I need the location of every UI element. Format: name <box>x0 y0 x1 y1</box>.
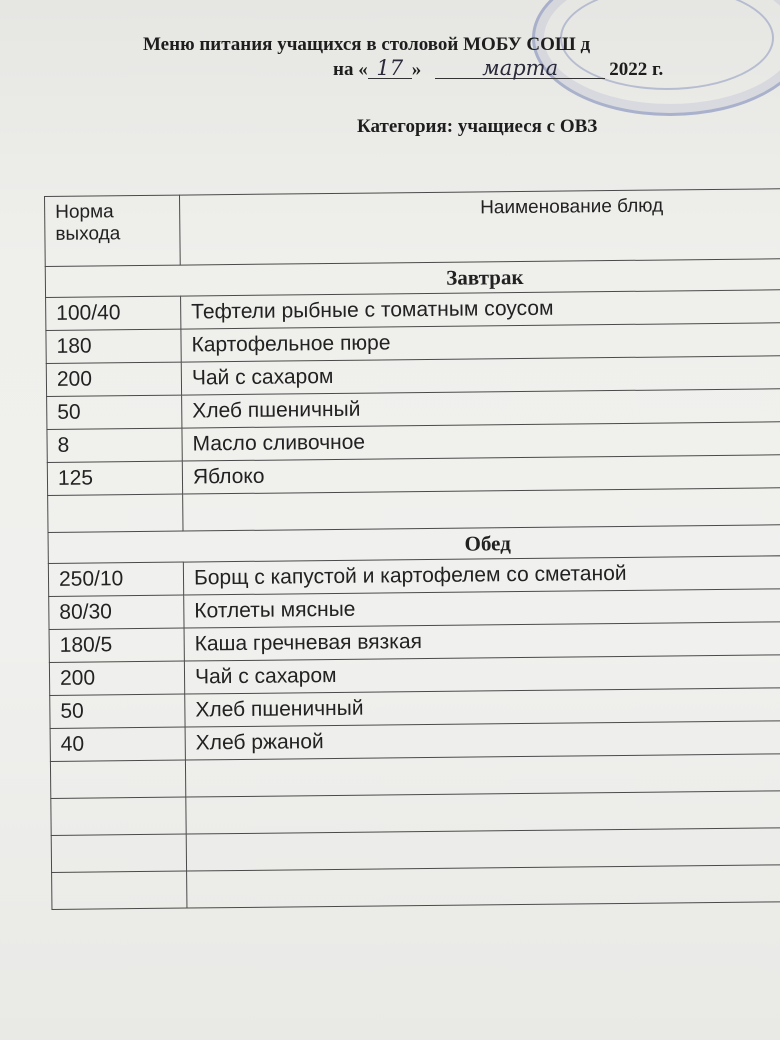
menu-category: Категория: учащиеся с ОВЗ <box>357 116 598 137</box>
empty-cell <box>183 488 780 532</box>
norm-cell: 50 <box>47 395 182 429</box>
dish-cell: Хлеб пшеничный <box>182 389 780 429</box>
date-year: 2022 г. <box>609 59 664 80</box>
dish-cell: Каша гречневая вязкая <box>184 622 780 662</box>
norm-cell: 200 <box>49 661 184 695</box>
norm-cell: 200 <box>46 362 181 396</box>
menu-table <box>44 188 780 910</box>
norm-cell: 50 <box>50 694 185 728</box>
empty-cell <box>48 494 183 532</box>
empty-cell <box>50 760 185 798</box>
dish-cell: Тефтели рыбные с томатным соусом <box>181 290 780 330</box>
empty-cell <box>52 871 187 909</box>
norm-cell: 40 <box>50 727 185 761</box>
dish-cell: Картофельное пюре <box>181 323 780 363</box>
empty-cell <box>187 865 780 909</box>
empty-cell <box>51 834 186 872</box>
section-title-breakfast: Завтрак <box>45 259 780 298</box>
dish-cell: Яблоко <box>182 455 780 495</box>
empty-row <box>52 865 780 910</box>
norm-cell: 80/30 <box>49 595 184 629</box>
table-header-row <box>45 189 780 267</box>
menu-table-wrap <box>44 188 780 910</box>
section-title-lunch: Обед <box>48 525 780 564</box>
dish-cell: Хлеб ржаной <box>185 721 780 761</box>
column-header-name: Наименование блюд <box>179 189 780 266</box>
dish-cell: Чай с сахаром <box>184 655 780 695</box>
date-day-handwritten: 17 <box>368 58 412 79</box>
menu-title: Меню питания учащихся в столовой МОБУ СОШ д <box>143 34 591 55</box>
empty-cell <box>51 797 186 835</box>
norm-cell: 180/5 <box>49 628 184 662</box>
dish-cell: Котлеты мясные <box>184 589 780 629</box>
dish-cell: Чай с сахаром <box>181 356 780 396</box>
date-prefix: на « <box>333 59 368 80</box>
dish-cell: Борщ с капустой и картофелем со сметаной <box>183 556 780 596</box>
date-quote-close: » <box>411 59 422 80</box>
dish-cell: Масло сливочное <box>182 422 780 462</box>
column-header-norm: Норма выхода <box>45 195 181 266</box>
empty-cell <box>185 754 780 798</box>
norm-cell: 8 <box>47 428 182 462</box>
empty-cell <box>186 791 780 835</box>
norm-cell: 180 <box>46 329 181 363</box>
menu-date <box>333 58 663 81</box>
norm-cell: 250/10 <box>48 562 183 596</box>
empty-cell <box>186 828 780 872</box>
date-month-handwritten: марта <box>435 58 605 79</box>
norm-cell: 125 <box>47 461 182 495</box>
dish-cell: Хлеб пшеничный <box>185 688 780 728</box>
norm-cell: 100/40 <box>46 296 181 330</box>
